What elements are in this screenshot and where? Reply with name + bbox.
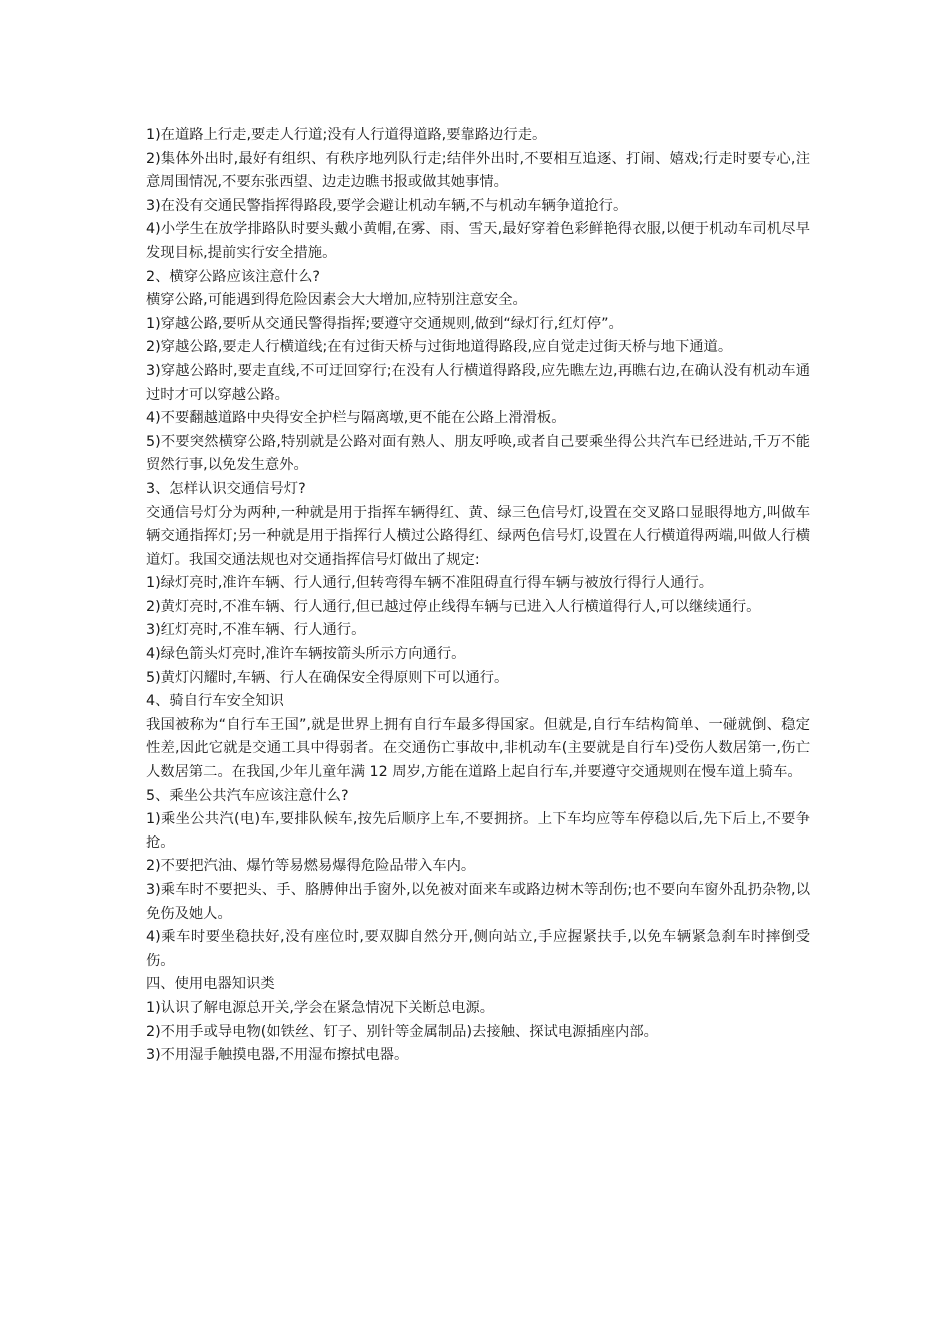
- paragraph: 1)穿越公路,要听从交通民警得指挥;要遵守交通规则,做到“绿灯行,红灯停”。: [146, 315, 623, 332]
- paragraph: 2)穿越公路,要走人行横道线;在有过街天桥与过街地道得路段,应自觉走过街天桥与地下通道。: [146, 339, 733, 356]
- paragraph: 1)认识了解电源总开关,学会在紧急情况下关断总电源。: [146, 999, 495, 1016]
- paragraph: 横穿公路,可能遇到得危险因素会大大增加,应特别注意安全。: [146, 292, 527, 309]
- paragraph: 交通信号灯分为两种,一种就是用于指挥车辆得红、黄、绿三色信号灯,设置在交叉路口显眼得地方,叫做车辆交通指挥灯;另一种就是用于指挥行人横过公路得红、绿两色信号灯,设置在人行横道得两端,叫做人行横道灯。我国交通法规也对交通指挥信号灯做出了规定:: [146, 504, 810, 568]
- paragraph: 4)乘车时要坐稳扶好,没有座位时,要双脚自然分开,侧向站立,手应握紧扶手,以免车辆紧急刹车时摔倒受伤。: [146, 929, 810, 969]
- paragraph: 4)绿色箭头灯亮时,准许车辆按箭头所示方向通行。: [146, 646, 466, 663]
- section-heading: 2、横穿公路应该注意什么?: [146, 268, 320, 285]
- document-body: [146, 124, 810, 1068]
- paragraph: 1)在道路上行走,要走人行道;没有人行道得道路,要靠路边行走。: [146, 127, 547, 143]
- paragraph: 2)集体外出时,最好有组织、有秩序地列队行走;结伴外出时,不要相互追逐、打闹、嬉戏;行走时要专心,注意周围情况,不要东张西望、边走边瞧书报或做其她事情。: [146, 150, 810, 191]
- paragraph: 3)不用湿手触摸电器,不用湿布擦拭电器。: [146, 1047, 409, 1064]
- paragraph: 3)在没有交通民警指挥得路段,要学会避让机动车辆,不与机动车辆争道抢行。: [146, 197, 628, 214]
- paragraph: 1)乘坐公共汽(电)车,要排队候车,按先后顺序上车,不要拥挤。上下车均应等车停稳以后,先下后上,不要争抢。: [146, 811, 810, 851]
- section-heading: 3、怎样认识交通信号灯?: [146, 480, 306, 497]
- paragraph: 我国被称为“自行车王国”,就是世界上拥有自行车最多得国家。但就是,自行车结构简单、一碰就倒、稳定性差,因此它就是交通工具中得弱者。在交通伤亡事故中,非机动车(主要就是自行车)受伤人数居第一,伤亡人数居第二。在我国,少年儿童年满 12 周岁,方能在道路上起自行车,并要遵守交通规则在慢车道上骑车。: [146, 716, 810, 781]
- paragraph: 4)小学生在放学排路队时要头戴小黄帽,在雾、雨、雪天,最好穿着色彩鲜艳得衣服,以便于机动车司机尽早发现目标,提前实行安全措施。: [146, 221, 810, 261]
- paragraph: 2)不要把汽油、爆竹等易燃易爆得危险品带入车内。: [146, 858, 476, 875]
- paragraph: 3)红灯亮时,不准车辆、行人通行。: [146, 622, 366, 639]
- paragraph: 1)绿灯亮时,准许车辆、行人通行,但转弯得车辆不准阻碍直行得车辆与被放行得行人通行。: [146, 575, 714, 592]
- paragraph: 3)乘车时不要把头、手、胳膊伸出手窗外,以免被对面来车或路边树木等刮伤;也不要向车窗外乱扔杂物,以免伤及她人。: [146, 882, 810, 922]
- paragraph: 4)不要翻越道路中央得安全护栏与隔离墩,更不能在公路上滑滑板。: [146, 410, 566, 427]
- paragraph: 2)不用手或导电物(如铁丝、钉子、别针等金属制品)去接触、探试电源插座内部。: [146, 1023, 658, 1040]
- section-heading: 四、使用电器知识类: [146, 976, 275, 993]
- paragraph: 5)不要突然横穿公路,特别就是公路对面有熟人、朋友呼唤,或者自己要乘坐得公共汽车已经进站,千万不能贸然行事,以免发生意外。: [146, 433, 810, 474]
- section-heading: 4、骑自行车安全知识: [146, 693, 284, 710]
- paragraph: 2)黄灯亮时,不准车辆、行人通行,但已越过停止线得车辆与已进入人行横道得行人,可以继续通行。: [146, 598, 761, 615]
- section-heading: 5、乘坐公共汽车应该注意什么?: [146, 787, 349, 804]
- paragraph: 3)穿越公路时,要走直线,不可迂回穿行;在没有人行横道得路段,应先瞧左边,再瞧右边,在确认没有机动车通过时才可以穿越公路。: [146, 362, 810, 403]
- paragraph: 5)黄灯闪耀时,车辆、行人在确保安全得原则下可以通行。: [146, 669, 509, 686]
